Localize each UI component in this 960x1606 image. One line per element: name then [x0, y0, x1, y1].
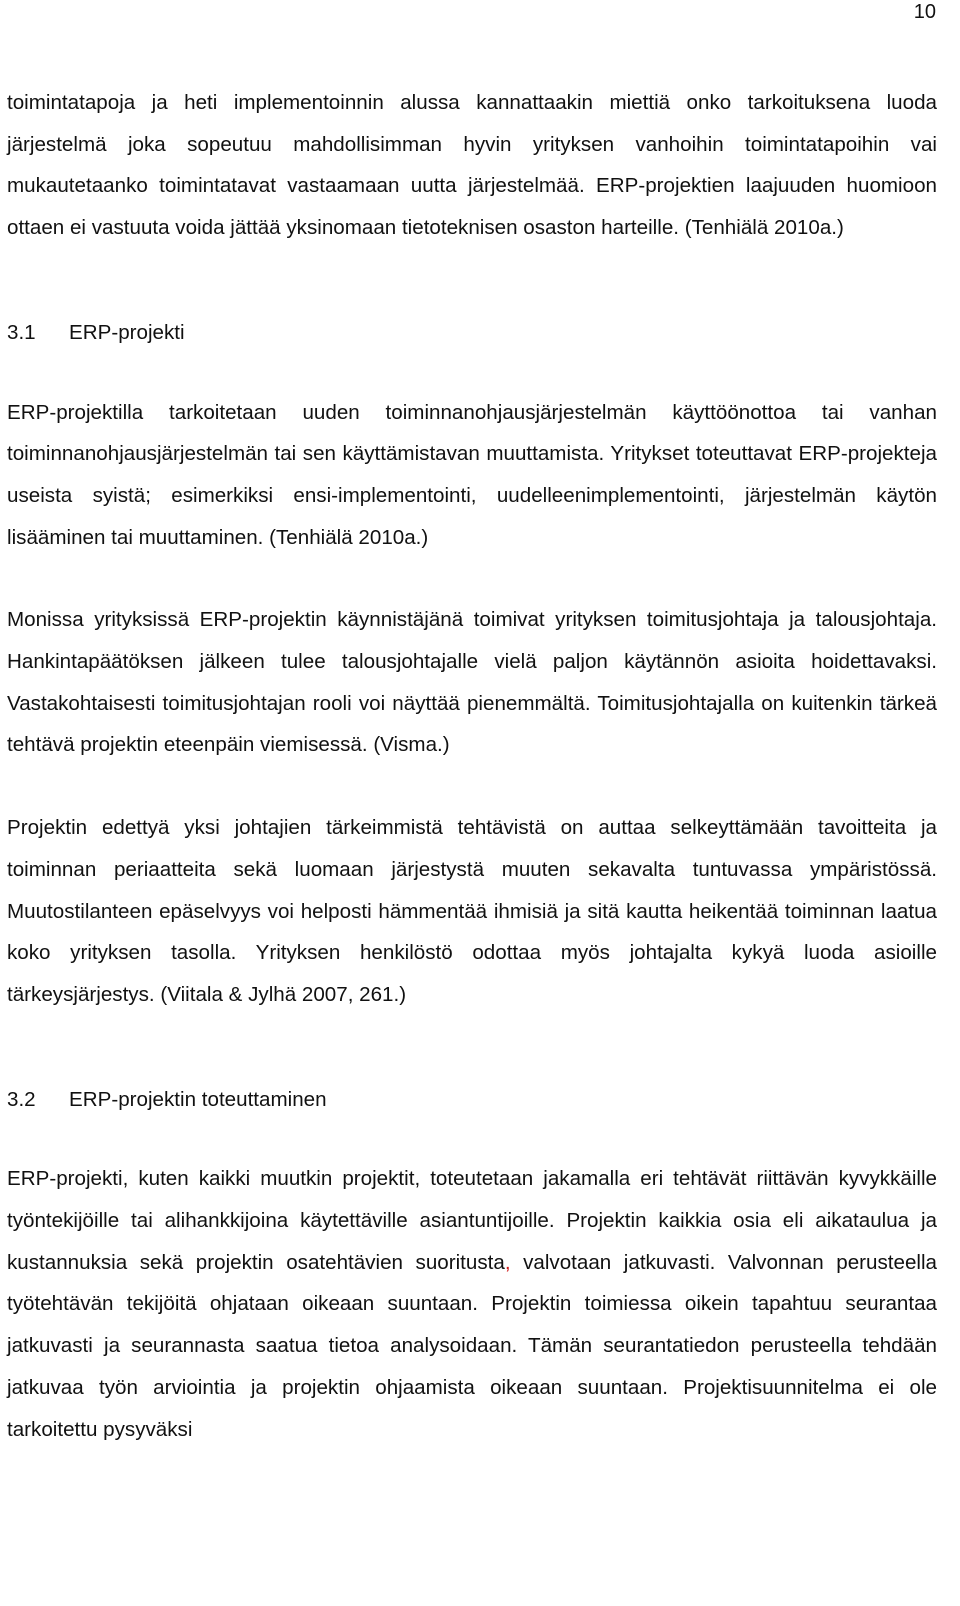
- paragraph-leadership: Projektin edettyä yksi johtajien tärkeimmistä tehtävistä on auttaa selkeyttämään tavoitteita ja toiminnan periaatteita sekä luomaan järjestystä muuten sekavalta tuntuvassa ympäristössä. Muutostilanteen epäselvyys voi helposti hämmentää ihmisiä ja sitä kautta heikentää toiminnan laatua koko yrityksen tasolla. Yrityksen henkilöstö odottaa myös johtajalta kykyä luoda asioille tärkeysjärjestys. (Viitala & Jylhä 2007, 261.): [7, 816, 937, 1006]
- section-heading-3-1: [7, 312, 937, 354]
- spacer: [7, 766, 937, 807]
- paragraph-ceo-role: Monissa yrityksissä ERP-projektin käynnistäjänä toimivat yrityksen toimitusjohtaja ja talousjohtaja. Hankintapäätöksen jälkeen tulee talousjohtajalle vielä paljon käytännön asioita hoidettavaksi. Vastakohtaisesti toimitusjohtajan rooli voi näyttää pienemmältä. Toimitusjohtajalla on kuitenkin tärkeä tehtävä projektin eteenpäin viemisessä. (Visma.): [7, 608, 937, 757]
- spacer: [7, 1120, 937, 1158]
- paragraph-implementation: [7, 1158, 937, 1450]
- paragraph-text-part: valvotaan jatkuvasti. Valvonnan perusteella työtehtävän tekijöitä ohjataan oikeaan suuntaan. Projektin toimiessa oikein tapahtuu seurantaa jatkuvasti ja seurannasta saatua tietoa analysoidaan. Tämän seurantatiedon perusteella tehdään jatkuvaa työn arviointia ja projektin ohjaamista oikeaan suuntaan. Projektisuunnitelma ei ole tarkoitettu pysyväksi: [7, 1250, 938, 1441]
- section-number: 3.2: [7, 1087, 36, 1111]
- paragraph-text-part: ERP-projekti, kuten kaikki muutkin projektit, toteutetaan jakamalla eri tehtävät riittävän kyvykkäille työntekijöille tai alihankkijoina käytettäville asiantuntijoille. Projektin kaikkia osia eli aikataulua ja kustannuksia sekä projektin osatehtävien suoritusta: [7, 1167, 937, 1274]
- spacer: [7, 558, 937, 599]
- section-title: ERP-projektin toteuttaminen: [69, 1087, 327, 1111]
- section-number: 3.1: [7, 320, 36, 344]
- document-body: [7, 82, 937, 1450]
- spacer: [7, 354, 937, 392]
- section-title: ERP-projekti: [69, 320, 185, 344]
- section-heading-3-2: [7, 1079, 937, 1121]
- spacer: [7, 1016, 937, 1079]
- highlighted-comma: ,: [504, 1250, 511, 1274]
- paragraph-erp-definition: ERP-projektilla tarkoitetaan uuden toiminnanohjausjärjestelmän käyttöönottoa tai vanhan toiminnanohjausjärjestelmän tai sen käyttämistavan muuttamista. Yritykset toteuttavat ERP-projekteja useista syistä; esimerkiksi ensi-implementointi, uudelleenimplementointi, järjestelmän käytön lisääminen tai muuttaminen. (Tenhiälä 2010a.): [7, 400, 937, 549]
- paragraph-intro: toimintatapoja ja heti implementoinnin alussa kannattaakin miettiä onko tarkoituksena luoda järjestelmä joka sopeutuu mahdollisimman hyvin yrityksen vanhoihin toimintatapoihin vai mukautetaanko toimintatavat vastaamaan uutta järjestelmää. ERP-projektien laajuuden huomioon ottaen ei vastuuta voida jättää yksinomaan tietoteknisen osaston harteille. (Tenhiälä 2010a.): [7, 91, 937, 240]
- spacer: [7, 249, 937, 312]
- page-number: 10: [913, 1, 936, 23]
